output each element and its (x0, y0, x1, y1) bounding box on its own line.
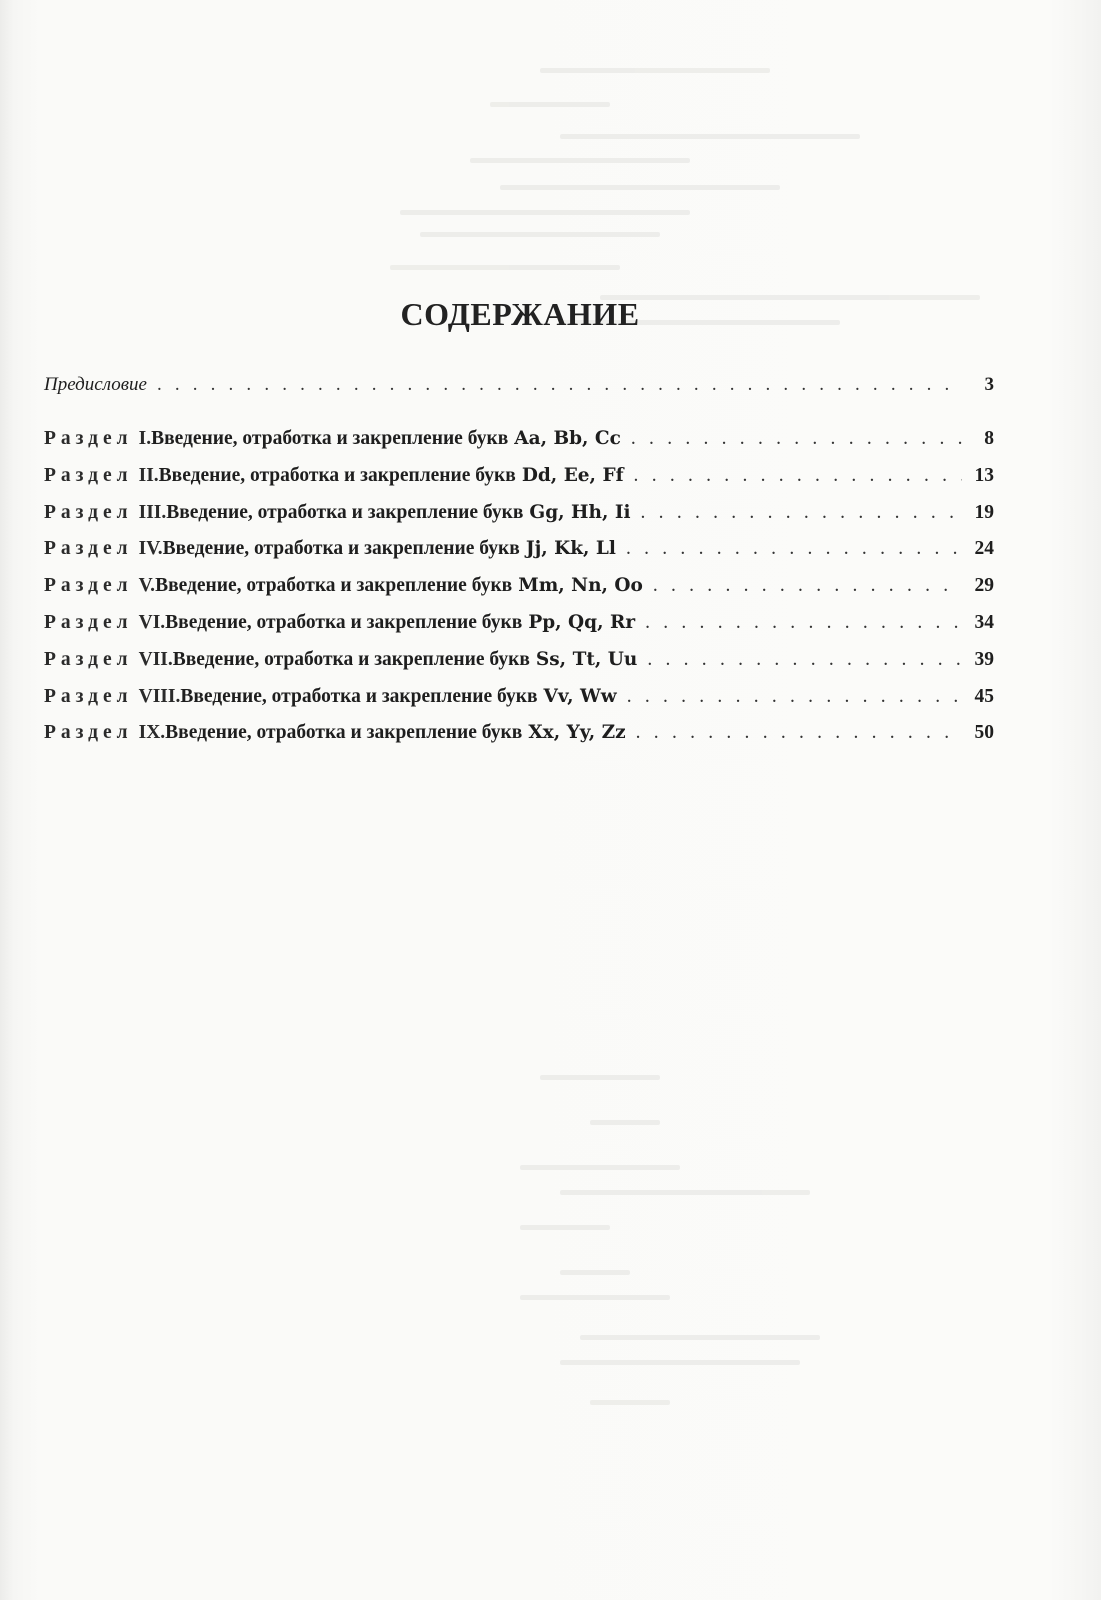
toc-entry-section-6[interactable] (44, 612, 994, 649)
section-numeral: VIII. (138, 685, 181, 707)
section-title: Введение, отработка и закрепление букв (166, 501, 524, 523)
section-numeral: IX. (138, 722, 166, 744)
dot-leader (634, 465, 962, 487)
section-label (44, 465, 159, 487)
section-word: Раздел (44, 575, 133, 597)
section-numeral: II. (138, 464, 159, 486)
section-numeral: VII. (138, 648, 173, 670)
section-letters: Ss, Tt, Uu (535, 648, 638, 670)
section-label (44, 502, 166, 524)
toc-entry-section-9[interactable] (44, 722, 994, 759)
section-title: Введение, отработка и закрепление букв (158, 464, 516, 486)
section-letters: Aa, Bb, Cc (514, 428, 621, 449)
dot-leader (641, 502, 962, 524)
section-title: Введение, отработка и закрепление букв (165, 611, 523, 633)
page-number: 19 (974, 501, 994, 523)
dot-leader (631, 428, 962, 450)
page-number: 3 (984, 374, 994, 395)
section-label (44, 722, 165, 744)
section-word: Раздел (44, 722, 133, 744)
toc-entry-section-5[interactable] (44, 575, 994, 612)
toc-entry-section-2[interactable] (44, 465, 994, 502)
section-letters: Mm, Nn, Oo (518, 575, 643, 597)
page-title: СОДЕРЖАНИЕ (400, 296, 640, 332)
page-number: 34 (974, 611, 994, 633)
section-numeral: I. (138, 428, 152, 449)
toc-entry-section-4[interactable] (44, 538, 994, 575)
section-label (44, 538, 163, 560)
section-letters: Jj, Kk, Ll (525, 538, 616, 560)
section-title: Введение, отработка и закрепление букв (155, 575, 513, 597)
preface-label: Предисловие (44, 374, 147, 395)
section-title: Введение, отработка и закрепление букв (151, 428, 509, 449)
toc-entry-preface[interactable] (44, 374, 994, 408)
dot-leader (157, 374, 962, 396)
section-title: Введение, отработка и закрепление букв (180, 685, 538, 707)
section-letters: Pp, Qq, Rr (528, 611, 636, 633)
section-label (44, 428, 151, 450)
section-label (44, 612, 165, 634)
toc-entry-section-1[interactable] (44, 428, 994, 465)
page-number: 29 (974, 575, 994, 597)
section-word: Раздел (44, 685, 133, 707)
dot-leader (626, 538, 962, 560)
page-number: 13 (974, 464, 994, 486)
section-letters: Gg, Hh, Ii (529, 501, 631, 523)
section-title: Введение, отработка и закрепление букв (165, 722, 523, 744)
section-letters: Dd, Ee, Ff (521, 464, 624, 486)
section-word: Раздел (44, 611, 133, 633)
section-numeral: VI. (138, 611, 166, 633)
section-letters: Xx, Yy, Zz (528, 722, 626, 744)
toc-entry-section-8[interactable] (44, 686, 994, 723)
page-number: 24 (974, 538, 994, 560)
section-numeral: V. (138, 575, 156, 597)
section-word: Раздел (44, 501, 133, 523)
toc-entry-section-3[interactable] (44, 502, 994, 539)
section-numeral: IV. (138, 538, 163, 560)
page-number: 8 (984, 428, 994, 449)
dot-leader (627, 686, 962, 708)
section-word: Раздел (44, 464, 133, 486)
section-letters: Vv, Ww (543, 685, 617, 707)
toc-entry-section-7[interactable] (44, 649, 994, 686)
page-number: 39 (974, 648, 994, 670)
section-label (44, 575, 155, 597)
section-label (44, 649, 173, 671)
table-of-contents (44, 428, 994, 759)
section-word: Раздел (44, 428, 133, 449)
page-number: 50 (974, 722, 994, 744)
section-word: Раздел (44, 538, 133, 560)
section-title: Введение, отработка и закрепление букв (172, 648, 530, 670)
dot-leader (636, 722, 962, 744)
page-number: 45 (974, 685, 994, 707)
dot-leader (645, 612, 962, 634)
section-word: Раздел (44, 648, 133, 670)
dot-leader (653, 575, 962, 597)
dot-leader (647, 649, 962, 671)
section-numeral: III. (138, 501, 167, 523)
section-title: Введение, отработка и закрепление букв (162, 538, 520, 560)
section-label (44, 686, 180, 708)
